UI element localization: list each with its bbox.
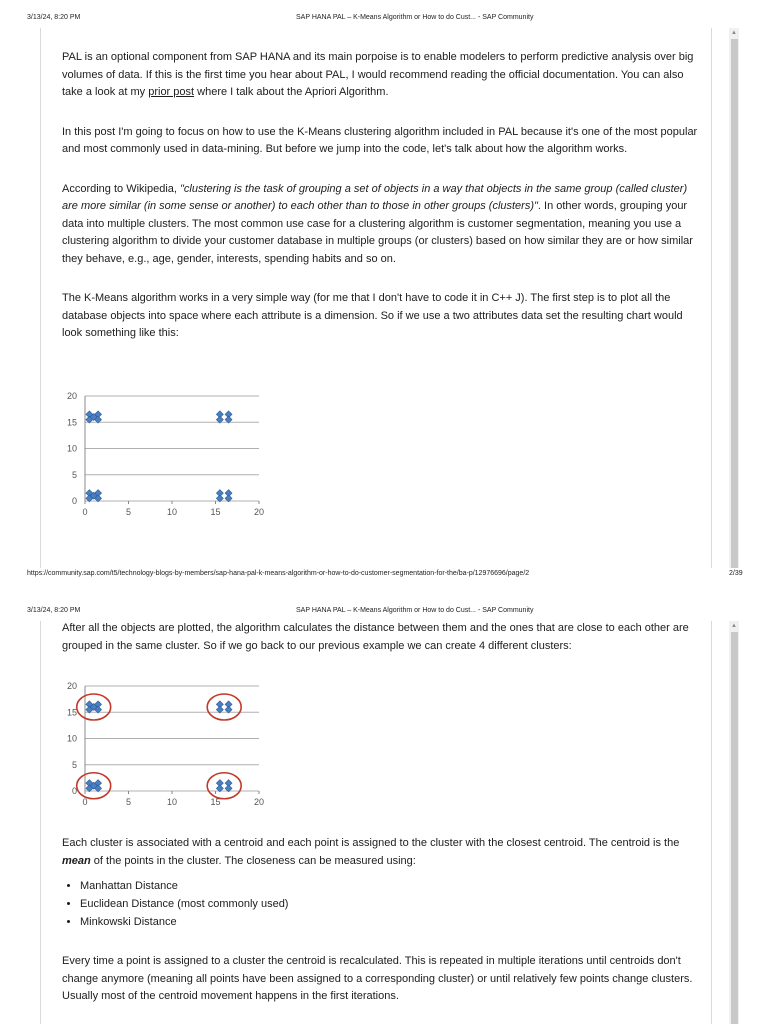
paragraph: The K-Means algorithm works in a very simple way (for me that I don't have to code it in C++ J). The first step is to plot all the database objects into space where each attribute is a dimension. So if we use a two attributes data set the resulting chart would look something like this: (62, 292, 683, 339)
x-tick-label: 5 (125, 507, 132, 517)
page-border-left (40, 621, 41, 1024)
page-border-right (711, 621, 712, 1024)
scrollbar-thumb[interactable] (731, 39, 738, 568)
scrollbar-thumb[interactable] (731, 632, 738, 1024)
scatter-chart (55, 388, 265, 523)
print-title: SAP HANA PAL – K-Means Algorithm or How to do Cust... - SAP Community (296, 607, 534, 614)
prior-post-link[interactable]: prior post (148, 86, 195, 98)
distance-list (62, 877, 702, 931)
wikipedia-quote: "clustering is the task of grouping a set of objects in a way that objects in the same group (called cluster) are more similar (in some sense or another) to each other than to those in other groups (clusters)" (62, 182, 688, 212)
scrollbar[interactable] (729, 28, 739, 568)
print-header (0, 601, 768, 617)
scroll-up-icon[interactable]: ▲ (731, 623, 737, 629)
paragraph: According to Wikipedia, "clustering is the task of grouping a set of objects in a way that objects in the same group (called cluster) are more similar (in some sense or another) to each other than to those in other groups (clusters)". In other words, grouping your data into multiple clusters. The most common use case for a clustering algorithm is customer segmentation, meaning you use a clustering algorithm to divide your customer database in multiple groups (or clusters) based on how similar they are or how similar they behave, e.g., age, gender, interests, spending habits and so on. (62, 182, 693, 265)
x-tick-label: 20 (253, 507, 265, 517)
y-tick-label: 0 (71, 496, 77, 506)
chart-svg (55, 388, 265, 523)
print-timestamp: 3/13/24, 8:20 PM (27, 607, 81, 614)
cluster-circle (207, 694, 241, 720)
y-tick-label: 20 (66, 391, 77, 401)
y-tick-label: 5 (71, 759, 77, 770)
page-border-left (40, 28, 41, 568)
x-tick-label: 0 (82, 797, 88, 807)
list-item: • Euclidean Distance (most commonly used) (80, 895, 702, 913)
article-body (62, 835, 702, 1006)
article-body (62, 620, 702, 655)
y-tick-label: 15 (66, 417, 77, 428)
y-tick-label: 20 (66, 681, 77, 691)
cluster-circle (207, 773, 241, 799)
paragraph: Every time a point is assigned to a cluster the centroid is recalculated. This is repeated in multiple iterations until centroids don't change anymore (meaning all points have been assigned to a corresponding cluster) or until relatively few points change clusters. Usually most of the centroid movement happens in the first iterations. (62, 955, 693, 1002)
list-item: • Minkowski Distance (80, 913, 702, 931)
article-body (62, 49, 702, 343)
x-tick-label: 10 (166, 507, 178, 517)
scrollbar[interactable] (729, 621, 739, 1024)
chart-svg (55, 678, 265, 813)
x-tick-label: 15 (210, 797, 221, 807)
y-tick-label: 10 (66, 443, 77, 454)
print-url: https://community.sap.com/t5/technology-blogs-by-members/sap-hana-pal-k-means-algorithm-or-how-to-do-customer-segmentation-for-the/ba-p/12976696/page/2 (27, 570, 530, 577)
paragraph: PAL is an optional component from SAP HANA and its main porpoise is to enable modelers to perform predictive analysis over big volumes of data. If this is the first time you hear about PAL, I would recommend reading the official documentation. You can also take a look at my prior post where I talk about the Apriori Algorithm. (62, 51, 694, 98)
paragraph: After all the objects are plotted, the algorithm calculates the distance between them and the ones that are close to each other are grouped in the same cluster. So if we go back to our previous example we can create 4 different clusters: (62, 622, 689, 652)
y-tick-label: 0 (71, 786, 77, 796)
x-tick-label: 15 (210, 507, 221, 517)
y-tick-label: 10 (66, 733, 77, 744)
cluster-scatter-chart (55, 678, 265, 813)
x-tick-label: 10 (166, 797, 178, 807)
print-timestamp: 3/13/24, 8:20 PM (27, 14, 81, 21)
x-tick-label: 0 (82, 507, 88, 517)
x-tick-label: 5 (125, 797, 132, 807)
print-title: SAP HANA PAL – K-Means Algorithm or How to do Cust... - SAP Community (296, 14, 534, 21)
y-tick-label: 15 (66, 707, 77, 718)
scroll-up-icon[interactable]: ▲ (731, 30, 737, 36)
page-border-right (711, 28, 712, 568)
paragraph: Each cluster is associated with a centroid and each point is assigned to the cluster with the closest centroid. The centroid is the mean of the points in the cluster. The closeness can be measured using: (62, 837, 680, 867)
y-tick-label: 5 (71, 469, 77, 480)
x-tick-label: 20 (253, 797, 265, 807)
mean-term: mean (62, 854, 91, 867)
print-header (0, 8, 768, 24)
list-item: • Manhattan Distance (80, 877, 702, 895)
page-number: 2/39 (729, 570, 743, 577)
paragraph: In this post I'm going to focus on how to use the K-Means clustering algorithm included in PAL because it's one of the most popular and most commonly used in data-mining. But before we jump into the code, let's talk about how the algorithm works. (62, 125, 698, 155)
